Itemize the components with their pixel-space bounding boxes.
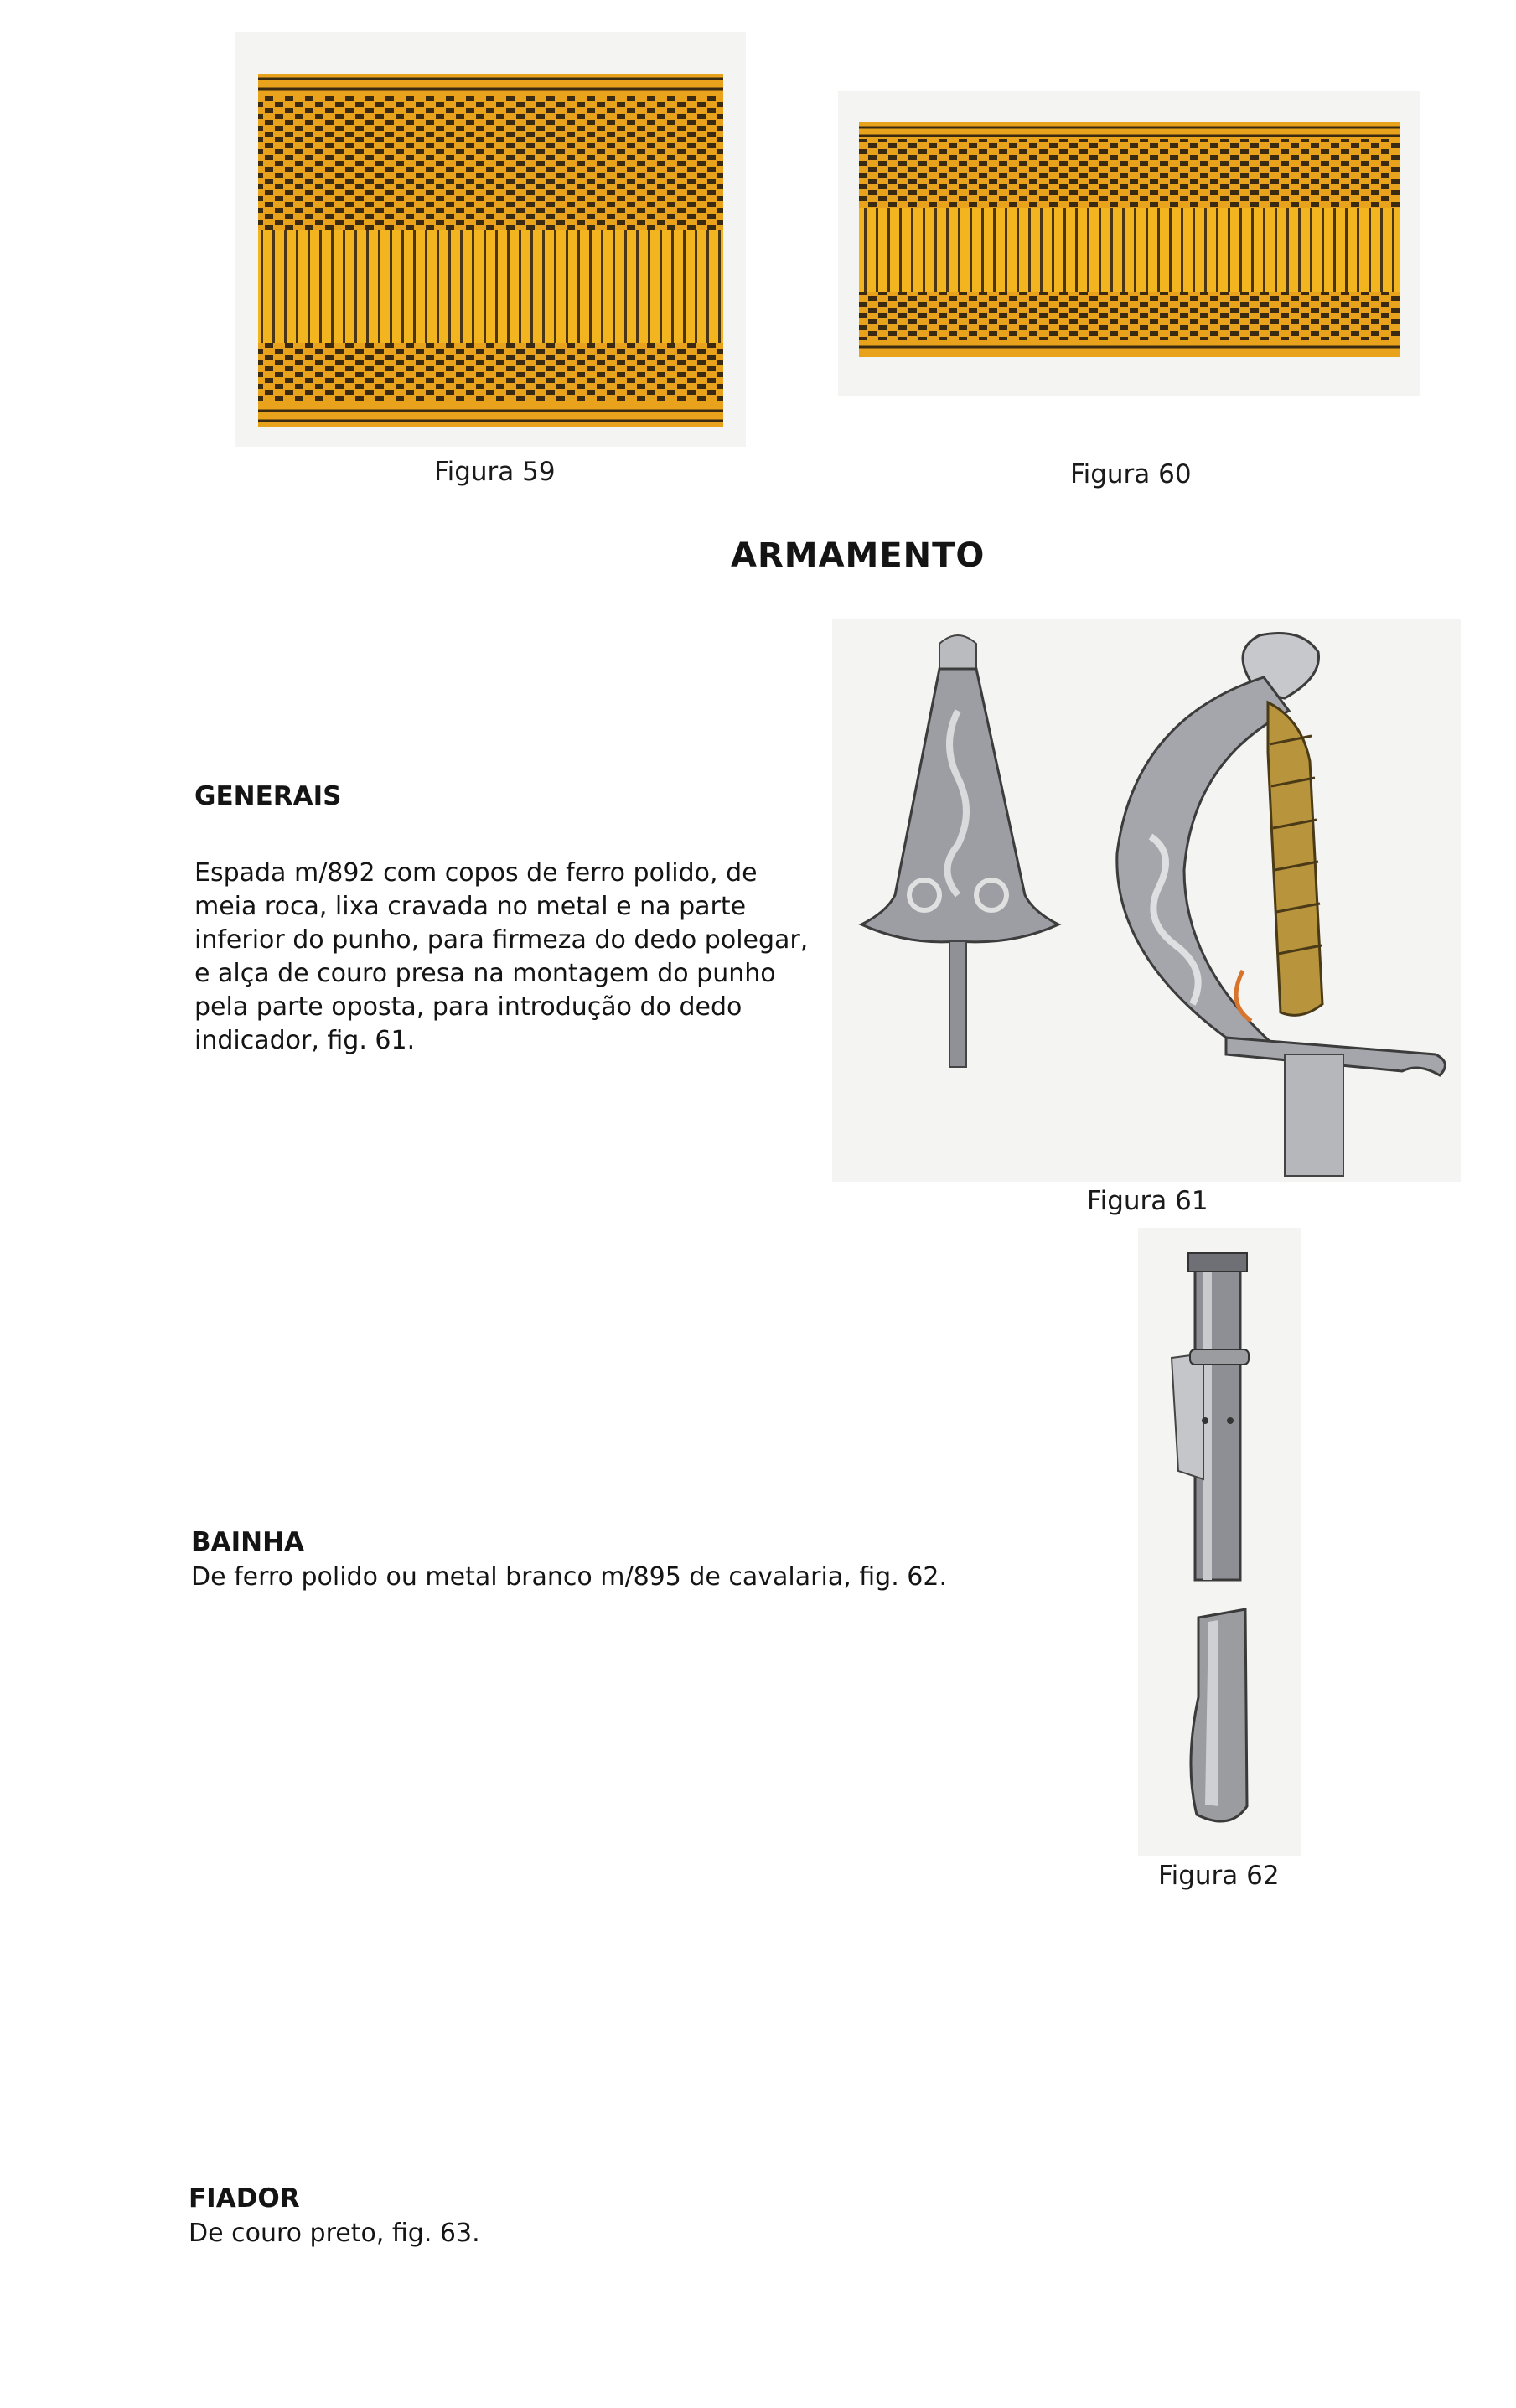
- generais-line: Espada m/892 com copos de ferro polido, de: [194, 858, 758, 888]
- figure-60-caption: Figura 60: [1070, 459, 1192, 489]
- bainha-text: De ferro polido ou metal branco m/895 de cavalaria, fig. 62.: [191, 1562, 947, 1592]
- figure-62-image: [1138, 1228, 1301, 1856]
- figure-59-image: [235, 32, 746, 447]
- generais-line: pela parte oposta, para introdução do dedo: [194, 992, 742, 1022]
- generais-line: meia roca, lixa cravada no metal e na parte: [194, 892, 747, 921]
- figure-62-caption: Figura 62: [1158, 1861, 1280, 1891]
- generais-text: [194, 857, 831, 1058]
- generais-line: e alça de couro presa na montagem do punho: [194, 959, 776, 988]
- bainha-title: BAINHA: [191, 1527, 305, 1557]
- generais-line: inferior do punho, para firmeza do dedo polegar,: [194, 925, 809, 955]
- figure-61-image: [832, 619, 1461, 1182]
- generais-title: GENERAIS: [194, 781, 342, 811]
- generais-line: indicador, fig. 61.: [194, 1026, 416, 1055]
- fiador-title: FIADOR: [189, 2183, 300, 2214]
- figure-60-image: [838, 91, 1420, 396]
- figure-61-caption: Figura 61: [1087, 1186, 1208, 1216]
- fiador-text: De couro preto, fig. 63.: [189, 2219, 480, 2248]
- page-heading: ARMAMENTO: [731, 536, 986, 575]
- figure-59-caption: Figura 59: [434, 457, 556, 487]
